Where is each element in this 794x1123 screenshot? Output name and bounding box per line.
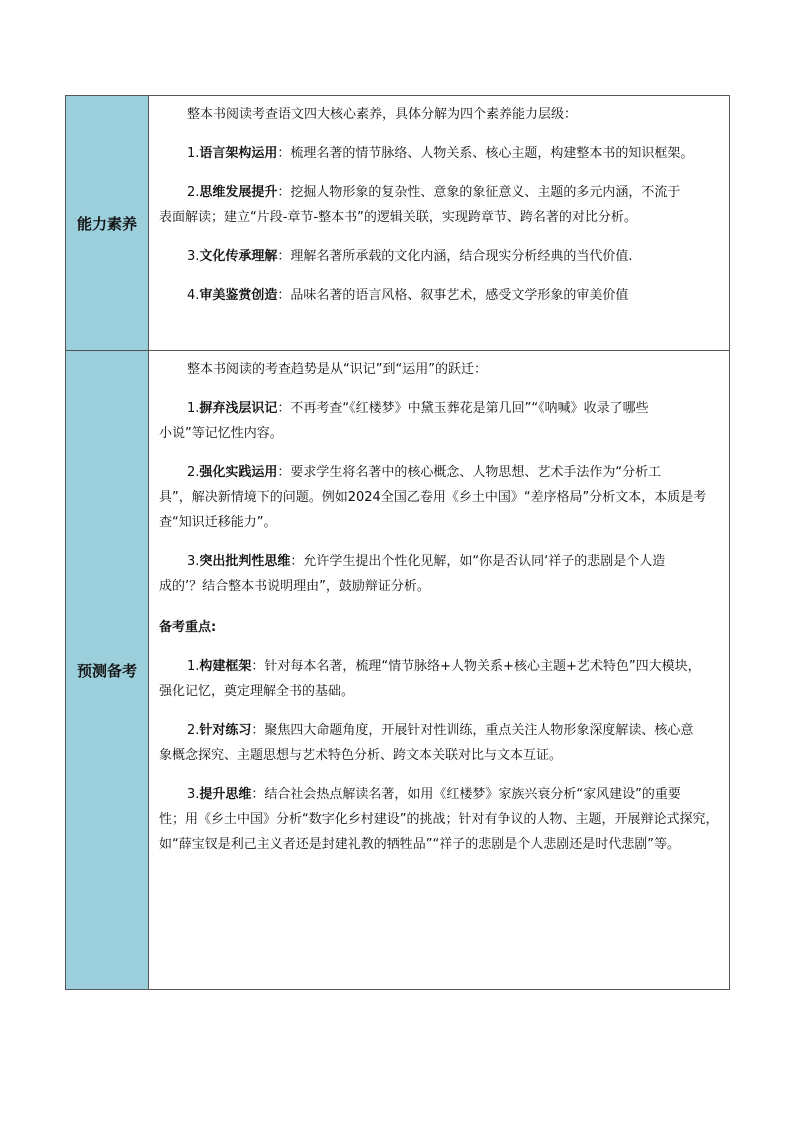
list-item: 2.强化实践运用：要求学生将名著中的核心概念、人物思想、艺术手法作为“分析工	[187, 465, 662, 480]
list-item-continuation: 象概念探究、主题思想与艺术特色分析、跨文本关联对比与文本互证。	[159, 748, 563, 763]
row-label: 预测备考	[66, 351, 149, 989]
list-item: 2.思维发展提升：挖掘人物形象的复杂性、意象的象征意义、主题的多元内涵，不流于	[187, 185, 681, 200]
list-item-continuation: 表面解读；建立“片段-章节-整本书”的逻辑关联，实现跨章节、跨名著的对比分析。	[159, 210, 637, 225]
list-item-continuation: 强化记忆，奠定理解全书的基础。	[159, 684, 355, 699]
list-item: 1.语言架构运用：梳理名著的情节脉络、人物关系、核心主题，构建整本书的知识框架。	[187, 146, 694, 161]
intro-text: 整本书阅读考查语文四大核心素养，具体分解为四个素养能力层级：	[187, 107, 578, 122]
list-item-continuation: 具”，解决新情境下的问题。例如2024全国乙卷用《乡土中国》“差序格局”分析文本，本质是考查“知识迁移能力”。	[159, 490, 707, 530]
row-content	[149, 96, 729, 350]
list-item: 1.构建框架：针对每本名著，梳理“情节脉络+人物关系+核心主题+艺术特色”四大模块，	[187, 659, 701, 674]
content-table	[65, 95, 730, 990]
list-item-continuation: 成的’？结合整本书说明理由”，鼓励辩证分析。	[159, 579, 430, 594]
table-row	[66, 351, 729, 989]
list-item: 2.针对练习：聚焦四大命题角度，开展针对性训练，重点关注人物形象深度解读、核心意	[187, 723, 694, 738]
list-item: 4.审美鉴赏创造：品味名著的语言风格、叙事艺术，感受文学形象的审美价值	[187, 288, 629, 303]
list-item: 3.突出批判性思维：允许学生提出个性化见解，如“你是否认同‘祥子的悲剧是个人造	[187, 554, 666, 569]
row-label: 能力素养	[66, 96, 149, 350]
list-item: 3.提升思维：结合社会热点解读名著，如用《红楼梦》家族兴衰分析“家风建设”的重要	[187, 787, 681, 802]
row-content	[149, 351, 729, 989]
table-row	[66, 96, 729, 351]
list-item: 1.摒弃浅层识记：不再考查“《红楼梦》中黛玉葬花是第几回”“《呐喊》收录了哪些	[187, 401, 649, 416]
list-item: 3.文化传承理解：理解名著所承载的文化内涵，结合现实分析经典的当代价值.	[187, 249, 633, 264]
list-item-continuation: 性；用《乡土中国》分析“数字化乡村建设”的挑战；针对有争议的人物、主题，开展辩论式探究，如“薛宝钗是利己主义者还是封建礼教的牺牲品”“祥子的悲剧是个人悲剧还是时代悲剧”等。	[159, 812, 719, 852]
intro-text: 整本书阅读的考查趋势是从“识记”到“运用”的跃迁：	[187, 362, 487, 377]
subheading: 备考重点:	[159, 620, 217, 635]
list-item-continuation: 小说”等记忆性内容。	[159, 426, 283, 441]
